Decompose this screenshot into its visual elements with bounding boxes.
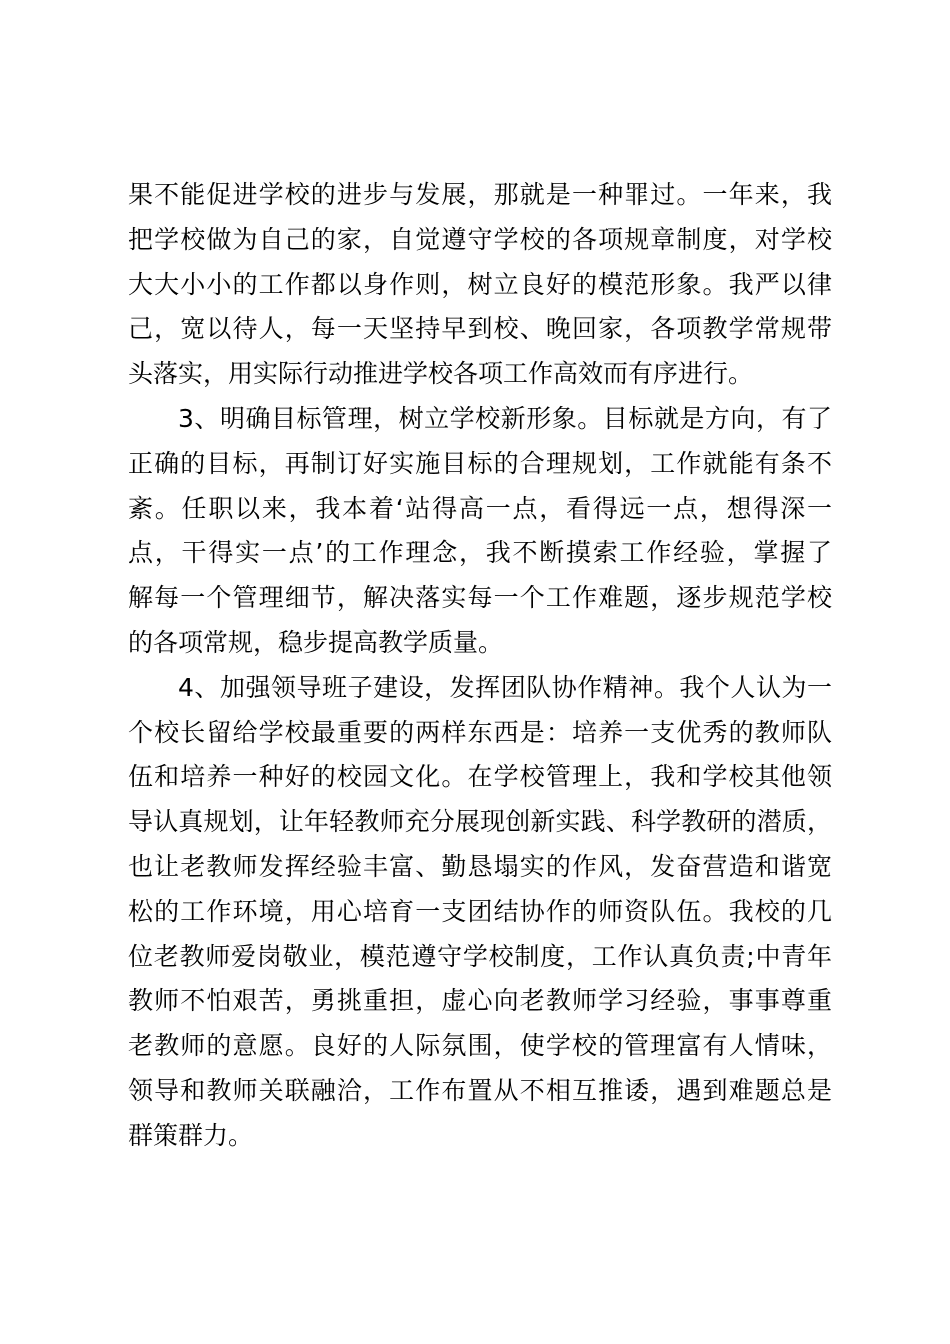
text-line: 头落实，用实际行动推进学校各项工作高效而有序进行。 bbox=[128, 359, 754, 389]
text-line: 3、明确目标管理，树立学校新形象。目标就是方向，有了 bbox=[178, 403, 832, 433]
text-line: 位老教师爱岗敬业，模范遵守学校制度，工作认真负责;中青年 bbox=[128, 941, 832, 971]
text-line: 果不能促进学校的进步与发展，那就是一种罪过。一年来，我 bbox=[128, 180, 832, 209]
text-line: 也让老教师发挥经验丰富、勤恳塌实的作风，发奋营造和谐宽 bbox=[128, 851, 832, 881]
text-line: 导认真规划，让年轻教师充分展现创新实践、科学教研的潜质， bbox=[128, 807, 832, 837]
text-line: 大大小小的工作都以身作则，树立良好的模范形象。我严以律 bbox=[128, 269, 832, 299]
text-line: 己，宽以待人，每一天坚持早到校、晚回家，各项教学常规带 bbox=[128, 314, 832, 344]
text-line: 老教师的意愿。良好的人际氛围，使学校的管理富有人情味， bbox=[128, 1031, 832, 1061]
text-line: 解每一个管理细节，解决落实每一个工作难题，逐步规范学校 bbox=[128, 583, 832, 613]
text-line: 紊。任职以来，我本着‘站得高一点，看得远一点，想得深一 bbox=[128, 493, 832, 523]
text-line: 群策群力。 bbox=[128, 1120, 254, 1150]
text-line: 伍和培养一种好的校园文化。在学校管理上，我和学校其他领 bbox=[128, 762, 832, 792]
text-line: 把学校做为自己的家，自觉遵守学校的各项规章制度，对学校 bbox=[128, 224, 832, 254]
text-line: 教师不怕艰苦，勇挑重担，虚心向老教师学习经验，事事尊重 bbox=[128, 986, 832, 1016]
text-line: 4、加强领导班子建设，发挥团队协作精神。我个人认为一 bbox=[178, 672, 832, 702]
text-line: 点，干得实一点’的工作理念，我不断摸索工作经验，掌握了 bbox=[128, 538, 832, 568]
text-line: 正确的目标，再制订好实施目标的合理规划，工作就能有条不 bbox=[128, 448, 832, 478]
text-line: 领导和教师关联融洽，工作布置从不相互推诿，遇到难题总是 bbox=[128, 1075, 832, 1105]
body-text bbox=[128, 173, 832, 1159]
text-line: 松的工作环境，用心培育一支团结协作的师资队伍。我校的几 bbox=[128, 896, 832, 926]
text-line: 个校长留给学校最重要的两样东西是：培养一支优秀的教师队 bbox=[128, 717, 832, 747]
text-line: 的各项常规，稳步提高教学质量。 bbox=[128, 627, 504, 657]
